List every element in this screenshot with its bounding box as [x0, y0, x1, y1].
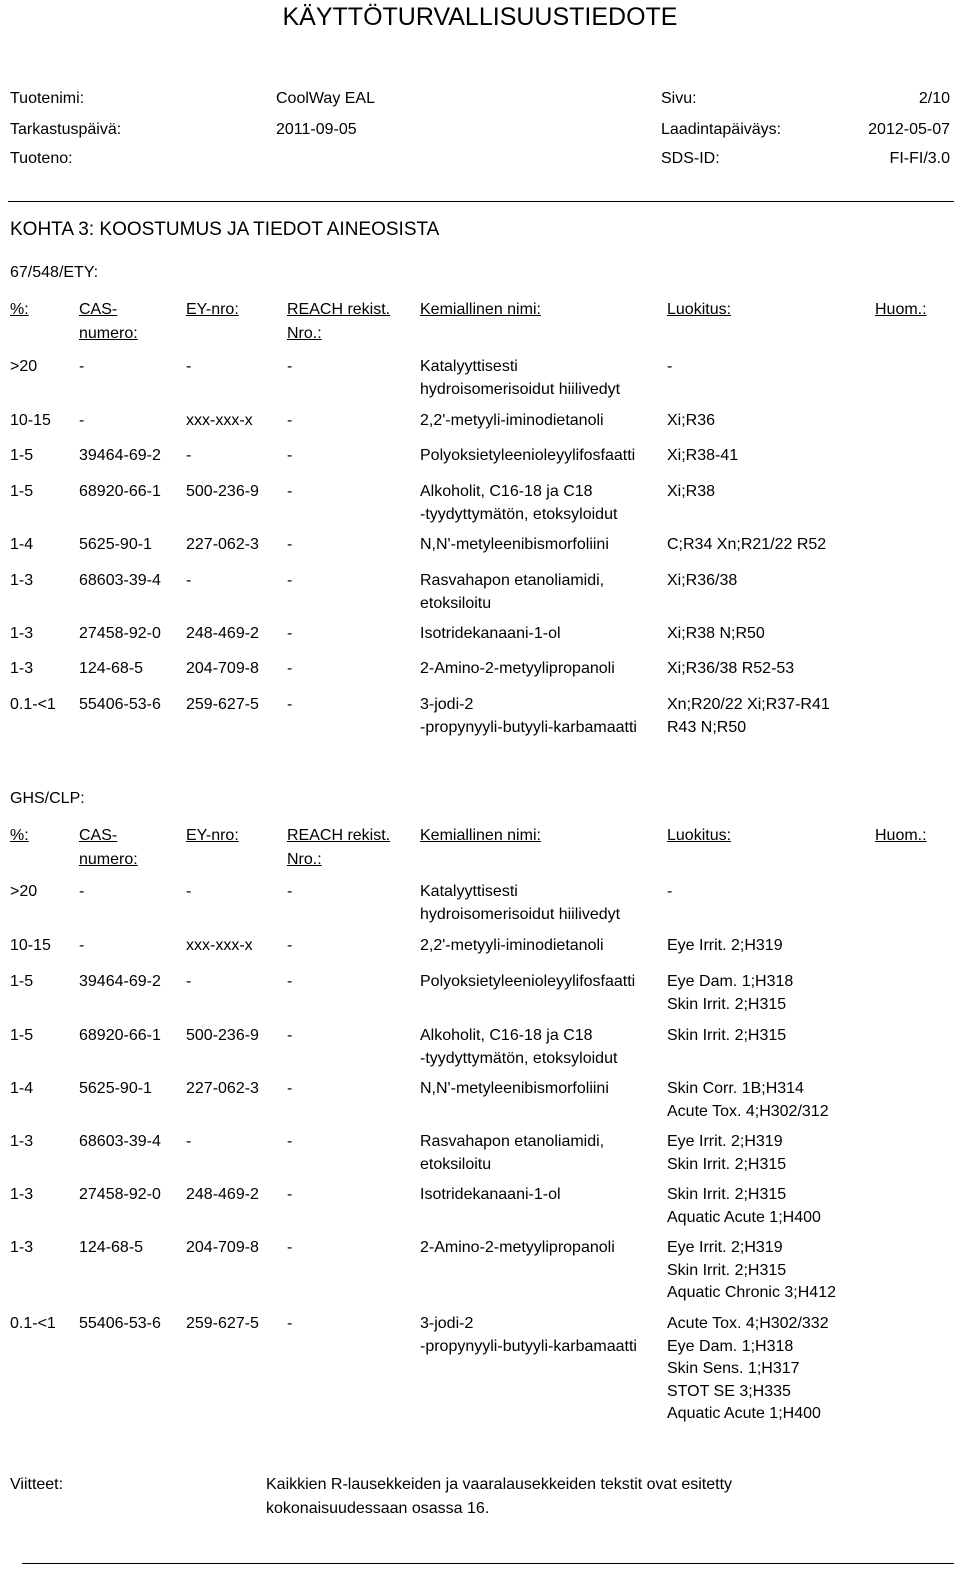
table-row-chemical-name: hydroisomerisoidut hiilivedyt: [420, 905, 621, 923]
references-label: Viitteet:: [10, 1476, 64, 1493]
col-header-cas: CAS-: [79, 301, 118, 318]
col-header-percent: %:: [10, 301, 29, 318]
col-header-cas: CAS-: [79, 827, 118, 844]
table-row-ec: 248-469-2: [186, 625, 259, 642]
table-row-classification: Eye Irrit. 2;H319: [667, 1133, 783, 1150]
table-row-cas: 39464-69-2: [79, 447, 161, 464]
col-header-percent: %:: [10, 827, 29, 844]
table-row-reach: -: [287, 536, 293, 553]
table-row-ec: 227-062-3: [186, 536, 259, 553]
table-row-cas: 124-68-5: [79, 660, 144, 677]
table-row-reach: -: [287, 1315, 293, 1332]
table-row-cas: 27458-92-0: [79, 1186, 161, 1203]
table-row-chemical-name: 2-Amino-2-metyylipropanoli: [420, 1239, 615, 1256]
table-row-classification: Xi;R38: [667, 483, 716, 500]
references-text-line-1: Kaikkien R-lausekkeiden ja vaaralausekkeiden tekstit ovat esitetty: [266, 1476, 733, 1493]
table-row-cas: 27458-92-0: [79, 625, 161, 642]
table-row-reach: -: [287, 1186, 293, 1203]
table-row-classification: Eye Dam. 1;H318: [667, 1337, 794, 1355]
table-row-classification: Xi;R36/38 R52-53: [667, 660, 795, 677]
table-row-classification: R43 N;R50: [667, 718, 747, 736]
table-row-percent: 1-3: [10, 1186, 34, 1203]
table-row-ec: -: [186, 447, 192, 464]
table-row-percent: 1-3: [10, 625, 34, 642]
col-header-reach: REACH rekist.: [287, 301, 391, 318]
table-row-chemical-name: Katalyyttisesti: [420, 883, 518, 900]
col-header-reach-2: Nro.:: [287, 851, 322, 868]
table-row-classification: Xn;R20/22 Xi;R37-R41: [667, 696, 830, 713]
table-row-chemical-name: Alkoholit, C16-18 ja C18: [420, 1027, 593, 1044]
table-row-percent: 1-4: [10, 536, 34, 553]
table-row-reach: -: [287, 358, 293, 375]
prepared-date-label: Laadintapäiväys:: [661, 121, 782, 138]
table-row-classification: Xi;R38-41: [667, 447, 739, 464]
table-row-classification: Eye Irrit. 2;H319: [667, 937, 783, 954]
table-row-ec: 204-709-8: [186, 1239, 259, 1256]
table-row-ec: xxx-xxx-x: [186, 412, 253, 429]
col-header-note: Huom.:: [875, 301, 927, 318]
table-row-percent: 10-15: [10, 412, 51, 429]
table-row-chemical-name: etoksiloitu: [420, 1155, 492, 1173]
table-row-classification: Aquatic Chronic 3;H412: [667, 1284, 836, 1301]
clp-label: GHS/CLP:: [10, 790, 85, 807]
table-row-chemical-name: 3-jodi-2: [420, 696, 474, 713]
table-row-chemical-name: Rasvahapon etanoliamidi,: [420, 1133, 605, 1150]
sds-id-label: SDS-ID:: [661, 150, 720, 167]
table-row-ec: 259-627-5: [186, 696, 259, 713]
table-row-classification: Aquatic Acute 1;H400: [667, 1208, 821, 1226]
table-row-cas: -: [79, 358, 85, 375]
dsd-label: 67/548/ETY:: [10, 264, 99, 281]
table-row-ec: 227-062-3: [186, 1080, 259, 1097]
table-row-cas: 68603-39-4: [79, 572, 161, 589]
table-row-classification: Skin Irrit. 2;H315: [667, 1155, 787, 1173]
table-row-cas: 68603-39-4: [79, 1133, 161, 1150]
page-number: 2/10: [918, 90, 950, 107]
table-row-chemical-name: N,N'-metyleenibismorfoliini: [420, 1080, 609, 1097]
table-row-chemical-name: Polyoksietyleenioleyylifosfaatti: [420, 973, 636, 990]
table-row-chemical-name: -propynyyli-butyyli-karbamaatti: [420, 718, 637, 736]
col-header-classification: Luokitus:: [667, 301, 732, 318]
table-row-cas: -: [79, 412, 85, 429]
table-row-percent: 1-5: [10, 973, 34, 990]
table-row-classification: Acute Tox. 4;H302/332: [667, 1315, 829, 1332]
section-title: KOHTA 3: KOOSTUMUS JA TIEDOT AINEOSISTA: [10, 219, 440, 240]
table-row-classification: Acute Tox. 4;H302/312: [667, 1102, 829, 1120]
col-header-chemical-name: Kemiallinen nimi:: [420, 301, 541, 318]
table-row-cas: 124-68-5: [79, 1239, 144, 1256]
table-row-reach: -: [287, 660, 293, 677]
table-row-reach: -: [287, 483, 293, 500]
table-row-reach: -: [287, 696, 293, 713]
table-row-percent: 1-5: [10, 1027, 34, 1044]
table-row-percent: 1-3: [10, 572, 34, 589]
col-header-classification: Luokitus:: [667, 827, 732, 844]
table-row-ec: -: [186, 358, 192, 375]
table-row-classification: Skin Sens. 1;H317: [667, 1360, 800, 1377]
table-row-classification: Xi;R36/38: [667, 572, 738, 589]
footer-divider: [22, 1563, 954, 1564]
prepared-date: 2012-05-07: [868, 121, 950, 138]
table-row-classification: Skin Irrit. 2;H315: [667, 1261, 787, 1279]
table-row-reach: -: [287, 412, 293, 429]
col-header-reach-2: Nro.:: [287, 325, 322, 342]
table-row-ec: -: [186, 883, 192, 900]
table-row-cas: -: [79, 937, 85, 954]
col-header-note: Huom.:: [875, 827, 927, 844]
table-row-cas: 68920-66-1: [79, 1027, 161, 1044]
table-row-percent: 1-3: [10, 1239, 34, 1256]
table-row-chemical-name: Rasvahapon etanoliamidi,: [420, 572, 605, 589]
table-row-reach: -: [287, 447, 293, 464]
table-row-cas: 5625-90-1: [79, 536, 152, 553]
table-row-chemical-name: Alkoholit, C16-18 ja C18: [420, 483, 593, 500]
table-row-reach: -: [287, 937, 293, 954]
table-row-cas: 68920-66-1: [79, 483, 161, 500]
table-row-percent: 1-4: [10, 1080, 34, 1097]
table-row-cas: 39464-69-2: [79, 973, 161, 990]
col-header-chemical-name: Kemiallinen nimi:: [420, 827, 541, 844]
table-row-ec: -: [186, 572, 192, 589]
col-header-cas-2: numero:: [79, 851, 138, 868]
table-row-percent: 1-3: [10, 660, 34, 677]
col-header-ec: EY-nro:: [186, 301, 239, 318]
table-row-percent: 0.1-<1: [10, 1315, 56, 1332]
table-row-reach: -: [287, 625, 293, 642]
col-header-cas-2: numero:: [79, 325, 138, 342]
table-row-classification: -: [667, 883, 673, 900]
table-row-chemical-name: 2,2'-metyyli-iminodietanoli: [420, 412, 604, 429]
col-header-ec: EY-nro:: [186, 827, 239, 844]
table-row-percent: 1-3: [10, 1133, 34, 1150]
table-row-chemical-name: Polyoksietyleenioleyylifosfaatti: [420, 447, 636, 464]
table-row-classification: Skin Irrit. 2;H315: [667, 1027, 787, 1044]
table-row-chemical-name: etoksiloitu: [420, 594, 492, 612]
product-no-label: Tuoteno:: [10, 150, 73, 167]
table-row-chemical-name: Isotridekanaani-1-ol: [420, 625, 561, 642]
table-row-percent: 10-15: [10, 937, 51, 954]
table-row-chemical-name: N,N'-metyleenibismorfoliini: [420, 536, 609, 553]
table-row-chemical-name: 3-jodi-2: [420, 1315, 474, 1332]
table-row-reach: -: [287, 1133, 293, 1150]
table-row-classification: Eye Irrit. 2;H319: [667, 1239, 783, 1256]
references-text-line-2: kokonaisuudessaan osassa 16.: [266, 1500, 490, 1517]
table-row-cas: -: [79, 883, 85, 900]
table-row-ec: 500-236-9: [186, 483, 259, 500]
table-row-ec: 259-627-5: [186, 1315, 259, 1332]
header-divider: [8, 201, 954, 202]
table-row-reach: -: [287, 883, 293, 900]
table-row-percent: 1-5: [10, 483, 34, 500]
sds-id: FI-FI/3.0: [889, 150, 950, 167]
table-row-chemical-name: -propynyyli-butyyli-karbamaatti: [420, 1337, 637, 1355]
table-row-percent: 0.1-<1: [10, 696, 56, 713]
product-name-label: Tuotenimi:: [10, 90, 85, 107]
table-row-classification: Eye Dam. 1;H318: [667, 973, 794, 990]
table-row-chemical-name: -tyydyttymätön, etoksyloidut: [420, 1049, 618, 1067]
table-row-ec: -: [186, 973, 192, 990]
table-row-classification: Xi;R38 N;R50: [667, 625, 765, 642]
table-row-ec: xxx-xxx-x: [186, 937, 253, 954]
table-row-percent: >20: [10, 358, 38, 375]
table-row-classification: Skin Irrit. 2;H315: [667, 995, 787, 1013]
table-row-classification: -: [667, 358, 673, 375]
table-row-chemical-name: -tyydyttymätön, etoksyloidut: [420, 505, 618, 523]
table-row-classification: Skin Corr. 1B;H314: [667, 1080, 804, 1097]
col-header-reach: REACH rekist.: [287, 827, 391, 844]
table-row-cas: 55406-53-6: [79, 696, 161, 713]
table-row-chemical-name: 2-Amino-2-metyylipropanoli: [420, 660, 615, 677]
revision-date-label: Tarkastuspäivä:: [10, 121, 122, 138]
table-row-reach: -: [287, 1080, 293, 1097]
table-row-reach: -: [287, 572, 293, 589]
table-row-ec: -: [186, 1133, 192, 1150]
product-name: CoolWay EAL: [276, 90, 375, 107]
table-row-chemical-name: Katalyyttisesti: [420, 358, 518, 375]
table-row-reach: -: [287, 1239, 293, 1256]
table-row-ec: 500-236-9: [186, 1027, 259, 1044]
table-row-classification: STOT SE 3;H335: [667, 1382, 791, 1400]
page-label: Sivu:: [661, 90, 697, 107]
table-row-reach: -: [287, 1027, 293, 1044]
table-row-cas: 55406-53-6: [79, 1315, 161, 1332]
table-row-cas: 5625-90-1: [79, 1080, 152, 1097]
table-row-chemical-name: hydroisomerisoidut hiilivedyt: [420, 380, 621, 398]
revision-date: 2011-09-05: [276, 121, 357, 138]
table-row-classification: Aquatic Acute 1;H400: [667, 1405, 821, 1422]
document-title: KÄYTTÖTURVALLISUUSTIEDOTE: [282, 3, 678, 31]
table-row-classification: Skin Irrit. 2;H315: [667, 1186, 787, 1203]
table-row-reach: -: [287, 973, 293, 990]
table-row-classification: Xi;R36: [667, 412, 716, 429]
table-row-classification: C;R34 Xn;R21/22 R52: [667, 536, 827, 553]
table-row-chemical-name: Isotridekanaani-1-ol: [420, 1186, 561, 1203]
table-row-ec: 248-469-2: [186, 1186, 259, 1203]
table-row-ec: 204-709-8: [186, 660, 259, 677]
table-row-percent: >20: [10, 883, 38, 900]
table-row-percent: 1-5: [10, 447, 34, 464]
table-row-chemical-name: 2,2'-metyyli-iminodietanoli: [420, 937, 604, 954]
